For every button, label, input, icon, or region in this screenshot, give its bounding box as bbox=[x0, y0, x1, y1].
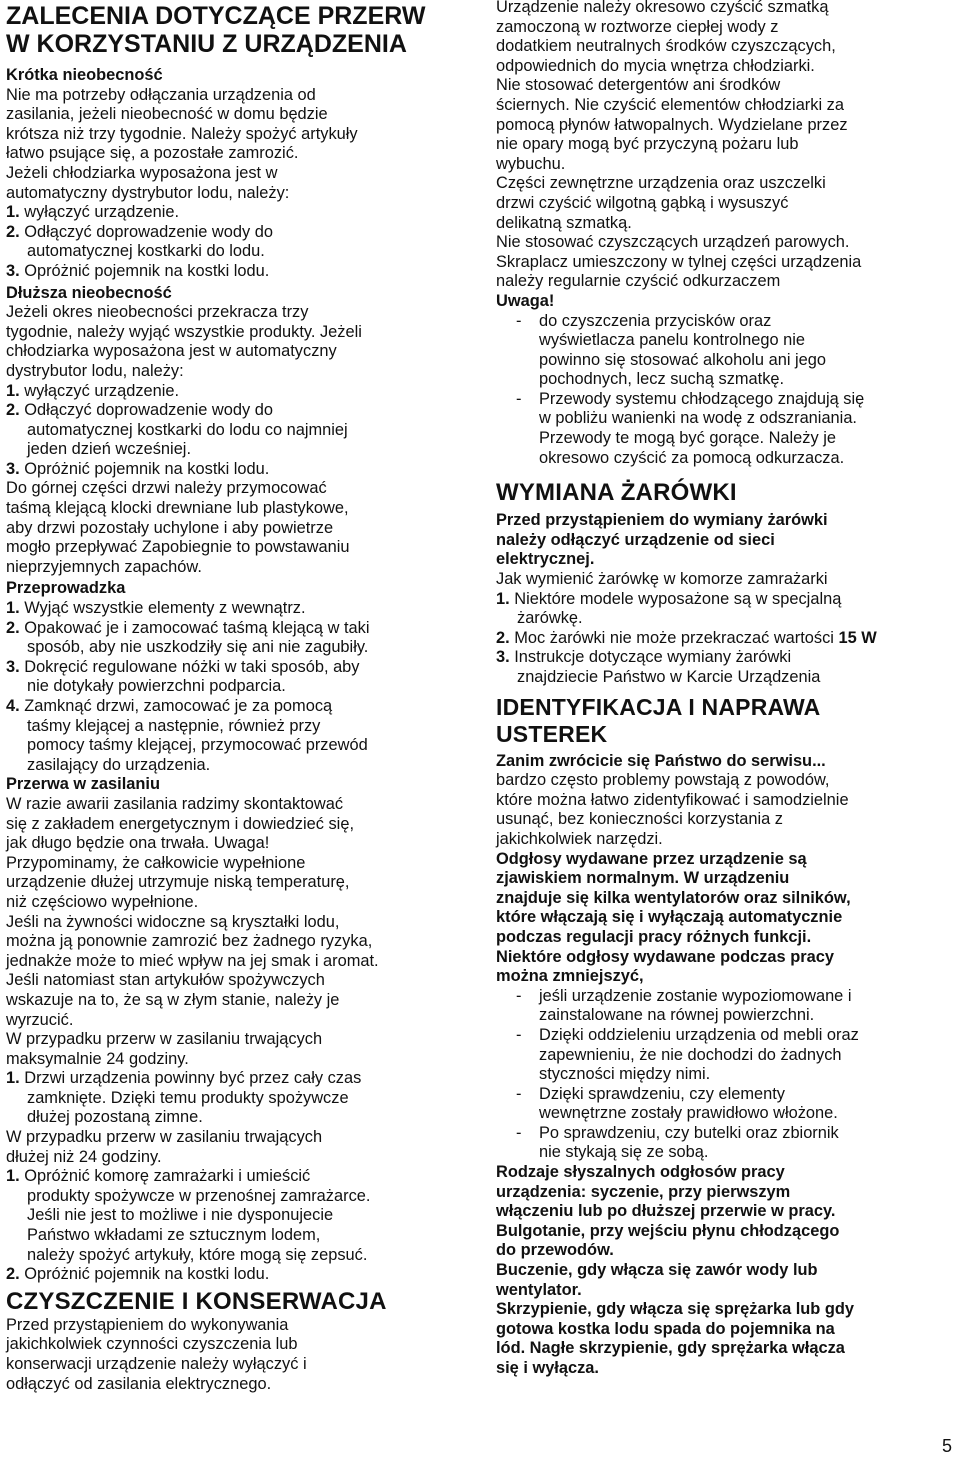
list-item: - Dzięki sprawdzeniu, czy elementy wewnętrzne zostały prawidłowo włożone. bbox=[516, 1084, 838, 1123]
paragraph: Jeśli natomiast stan artykułów spożywczych wskazuje na to, że są w złym stanie, należy je wyrzucić. bbox=[6, 971, 340, 1029]
list-item: 4. Zamknąć drzwi, zamocować je za pomocą taśmy klejącej a następnie, również przy pomocy taśmy klejącej, przymocować przewód zasilający do urządzenia. bbox=[6, 697, 368, 774]
power-outage-section bbox=[6, 775, 476, 1284]
list-item: - Po sprawdzeniu, czy butelki oraz zbiornik nie stykają się ze sobą. bbox=[516, 1123, 839, 1162]
list-item: 3. Dokręcić regulowane nóżki w taki sposób, aby nie dotykały powierzchni podparcia. bbox=[6, 657, 360, 696]
list-item: 3. Opróżnić pojemnik na kostki lodu. bbox=[6, 261, 270, 280]
list-item: 2. Opakować je i zamocować taśmą klejącą w taki sposób, aby nie uszkodziły się ani nie zagubiły. bbox=[6, 618, 370, 657]
bulb-section bbox=[496, 480, 954, 687]
section-heading: Przerwa w zasilaniu bbox=[6, 775, 160, 794]
list-item: 2. Moc żarówki nie może przekraczać wartości 15 W bbox=[496, 628, 877, 647]
list-item: 1. Opróżnić komorę zamrażarki i umieścić produkty spożywcze w przenośnej zamrażarce. Jeśli nie jest to możliwe i nie dysponujecie Państwo wkładami ze sztucznym lodem, należy spożyć artykuły, które mogą się zepsuć. bbox=[6, 1167, 371, 1264]
list-item: - Dzięki oddzieleniu urządzenia od mebli oraz zapewnieniu, że nie dochodzi do żadnych styczności między nimi. bbox=[516, 1025, 859, 1084]
paragraph: Przed przystąpieniem do wykonywania jakichkolwiek czynności czyszczenia lub konserwacji urządzenie należy wyłączyć i odłączyć od zasilania elektrycznego. bbox=[6, 1315, 307, 1393]
list-item: 2. Odłączyć doprowadzenie wody do automatycznej kostkarki do lodu. bbox=[6, 222, 273, 261]
list-item: 1. Wyjąć wszystkie elementy z wewnątrz. bbox=[6, 599, 306, 618]
paragraph: bardzo często problemy powstają z powodów, które można łatwo zidentyfikować i samodzielnie usunąć, bez konieczności korzystania z jakichkolwiek narzędzi. bbox=[496, 771, 849, 848]
section-title: WYMIANA ŻARÓWKI bbox=[496, 479, 737, 507]
troubleshooting-section bbox=[496, 694, 954, 1379]
page-title: ZALECENIA DOTYCZĄCE PRZERW W KORZYSTANIU Z URZĄDZENIA bbox=[6, 2, 426, 58]
section-heading: Krótka nieobecność bbox=[6, 66, 163, 84]
paragraph: Urządzenie należy okresowo czyścić szmatką zamoczoną w roztworze ciepłej wody z dodatkiem neutralnych środków czyszczących, odpowiednich do mycia wnętrza chłodziarki. Nie stosować detergentów ani środków ściernych. Nie czyścić elementów chłodziarki za pomocą płynów łatwopalnych. Wydzielane przez nie opary mogą być przyczyną pożaru lub wybuchu. bbox=[496, 0, 848, 173]
list-item: 1. wyłączyć urządzenie. bbox=[6, 381, 180, 400]
warning-label: Uwaga! bbox=[496, 291, 555, 310]
list-item: 1. Niektóre modele wyposażone są w specjalną żarówkę. bbox=[496, 589, 842, 628]
list-item: - jeśli urządzenie zostanie wypoziomowane i zainstalowane na równej powierzchni. bbox=[516, 986, 852, 1025]
cleaning-continued bbox=[496, 0, 954, 468]
paragraph: Jeśli na żywności widoczne są kryształki lodu, można ją ponownie zamrozić bez żadnego ryzyka, jednakże może to mieć wpływ na jej smak i aromat. bbox=[6, 912, 379, 970]
cleaning-section bbox=[6, 1289, 476, 1394]
paragraph: Przed przystąpieniem do wymiany żarówki należy odłączyć urządzenie od sieci elektrycznej. bbox=[496, 511, 828, 569]
paragraph: W przypadku przerw w zasilaniu trwających dłużej niż 24 godziny. bbox=[6, 1128, 323, 1166]
paragraph: Odgłosy wydawane przez urządzenie są zjawiskiem normalnym. W urządzeniu znajduje się kilka wentylatorów oraz silników, które włączają się i wyłączają automatycznie podczas regulacji pracy różnych funkcji. Niektóre odgłosy wydawane podczas pracy można zmniejszyć, bbox=[496, 849, 851, 986]
section-heading: Dłuższa nieobecność bbox=[6, 283, 172, 302]
list-item: 1. wyłączyć urządzenie. bbox=[6, 203, 180, 222]
paragraph: W razie awarii zasilania radzimy skontaktować się z zakładem energetycznym i dowiedzieć się, jak długo będzie ona trwała. Uwaga! Przypominamy, że całkowicie wypełnione urządzenie dłużej utrzymuje niską temperaturę, niż częściowo wypełnione. bbox=[6, 794, 354, 911]
page-number: 5 bbox=[941, 1436, 952, 1456]
list-item: 3. Opróżnić pojemnik na kostki lodu. bbox=[6, 459, 270, 478]
left-column bbox=[6, 0, 476, 1394]
section-title: CZYSZCZENIE I KONSERWACJA bbox=[6, 1287, 387, 1315]
paragraph: Jak wymienić żarówkę w komorze zamrażarki bbox=[496, 570, 828, 589]
paragraph: Części zewnętrzne urządzenia oraz uszczelki drzwi czyścić wilgotną gąbką i wysuszyć delikatną szmatką. bbox=[496, 174, 826, 232]
list-item: 2. Opróżnić pojemnik na kostki lodu. bbox=[6, 1265, 270, 1284]
paragraph: Skraplacz umieszczony w tylnej części urządzenia należy regularnie czyścić odkurzaczem bbox=[496, 252, 862, 291]
short-absence-section bbox=[6, 66, 476, 282]
section-heading: Przeprowadzka bbox=[6, 579, 126, 598]
list-item: - Przewody systemu chłodzącego znajdują się w pobliżu wanienki na wodę z odszraniania. Przewody te mogą być gorące. Należy je okresowo czyścić za pomocą odkurzacza. bbox=[516, 389, 865, 467]
paragraph: Nie stosować czyszczących urządzeń parowych. bbox=[496, 233, 850, 252]
moving-section bbox=[6, 579, 476, 775]
paragraph: Rodzaje słyszalnych odgłosów pracy urządzenia: syczenie, przy pierwszym włączeniu lub po dłuższej przerwie w pracy. Bulgotanie, przy wejściu płynu chłodzącego do przewodów. Buczenie, gdy włącza się zawór wody lub wentylator. Skrzypienie, gdy włącza się sprężarka lub gdy gotowa kostka lodu spada do pojemnika na lód. Nagłe skrzypienie, gdy sprężarka włącza się i wyłącza. bbox=[496, 1163, 855, 1377]
long-absence-section bbox=[6, 284, 476, 578]
paragraph: Do górnej części drzwi należy przymocować taśmą klejącą klocki drewniane lub plastykowe, aby drzwi pozostały uchylone i aby powietrze mogło przepływać Zapobiegnie to powstawaniu nieprzyjemnych zapachów. bbox=[6, 479, 350, 576]
paragraph: Jeżeli okres nieobecności przekracza trzy tygodnie, należy wyjąć wszystkie produkty. Jeżeli chłodziarka wyposażona jest w automatyczny dystrybutor lodu, należy: bbox=[6, 303, 362, 380]
list-item: 2. Odłączyć doprowadzenie wody do automatycznej kostkarki do lodu co najmniej jeden dzień wcześniej. bbox=[6, 401, 348, 459]
list-item: 1. Drzwi urządzenia powinny być przez cały czas zamknięte. Dzięki temu produkty spożywcze dłużej pozostaną zimne. bbox=[6, 1069, 362, 1127]
paragraph: Zanim zwrócicie się Państwo do serwisu... bbox=[496, 751, 826, 770]
section-title: IDENTYFIKACJA I NAPRAWA USTEREK bbox=[496, 693, 821, 747]
paragraph: Nie ma potrzeby odłączania urządzenia od zasilania, jeżeli nieobecność w domu będzie krótsza niż trzy tygodnie. Należy spożyć artykuły łatwo psujące się, a pozostałe zamrozić. Jeżeli chłodziarka wyposażona jest w automatyczny dystrybutor lodu, należy: bbox=[6, 85, 358, 202]
paragraph: W przypadku przerw w zasilaniu trwających maksymalnie 24 godziny. bbox=[6, 1030, 323, 1068]
list-item: 3. Instrukcje dotyczące wymiany żarówki znajdziecie Państwo w Karcie Urządzenia bbox=[496, 648, 821, 686]
list-item: - do czyszczenia przycisków oraz wyświetlacza panelu kontrolnego nie powinno się stosować alkoholu ani jego pochodnych, lecz suchą szmatkę. bbox=[516, 311, 827, 389]
right-column bbox=[496, 0, 954, 1379]
